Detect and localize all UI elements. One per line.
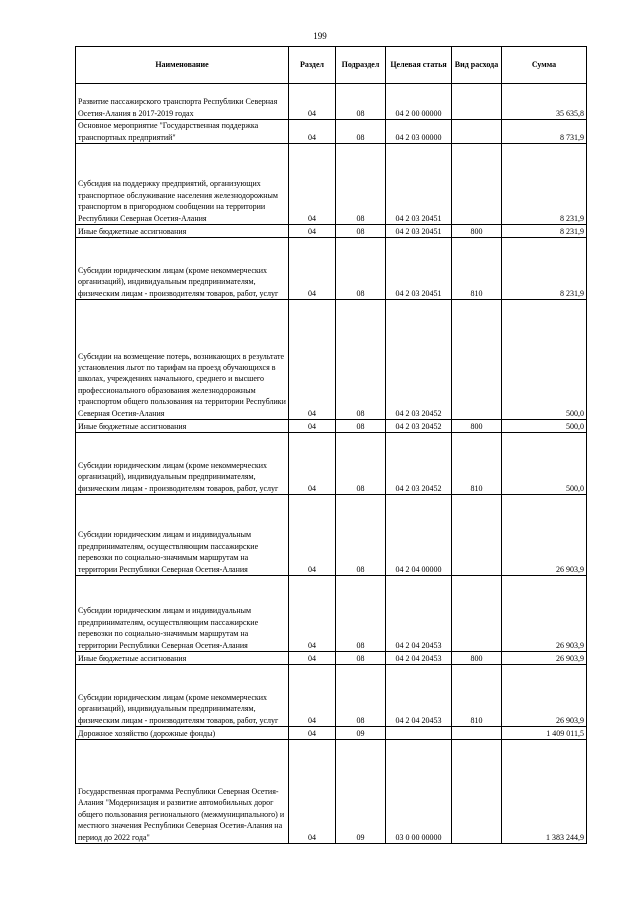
row-amount: 8 731,9 bbox=[502, 120, 587, 144]
row-amount: 26 903,9 bbox=[502, 495, 587, 576]
row-name: Субсидии юридическим лицам и индивидуальным предпринимателям, осуществляющим пассажирские перевозки по социально-значимым маршрутам на территории Республики Северная Осетия-Алания bbox=[76, 576, 289, 652]
table-row bbox=[76, 144, 587, 225]
row-name: Субсидии юридическим лицам (кроме некоммерческих организаций), индивидуальным предпринимателям, физическим лицам - производителям товаров, работ, услуг bbox=[76, 665, 289, 727]
row-expense-type: 800 bbox=[452, 420, 502, 433]
row-section: 04 bbox=[289, 225, 336, 238]
row-subsection: 08 bbox=[336, 144, 386, 225]
row-amount: 500,0 bbox=[502, 300, 587, 420]
table-row bbox=[76, 420, 587, 433]
row-name: Субсидии юридическим лицам и индивидуальным предпринимателям, осуществляющим пассажирские перевозки по социально-значимым маршрутам на территории Республики Северная Осетия-Алания bbox=[76, 495, 289, 576]
row-subsection: 08 bbox=[336, 433, 386, 495]
page-number: 199 bbox=[313, 31, 327, 41]
table-row bbox=[76, 576, 587, 652]
row-section: 04 bbox=[289, 84, 336, 120]
row-target: 04 2 03 20452 bbox=[386, 420, 452, 433]
row-section: 04 bbox=[289, 300, 336, 420]
row-name: Иные бюджетные ассигнования bbox=[76, 225, 289, 238]
row-expense-type bbox=[452, 495, 502, 576]
row-section: 04 bbox=[289, 144, 336, 225]
table-row bbox=[76, 665, 587, 727]
row-expense-type bbox=[452, 84, 502, 120]
row-amount: 8 231,9 bbox=[502, 238, 587, 300]
row-subsection: 08 bbox=[336, 652, 386, 665]
table-header-row bbox=[76, 47, 587, 84]
row-target: 04 2 03 00000 bbox=[386, 120, 452, 144]
table-row bbox=[76, 652, 587, 665]
row-section: 04 bbox=[289, 727, 336, 740]
header-name: Наименование bbox=[76, 47, 289, 84]
row-expense-type: 810 bbox=[452, 238, 502, 300]
row-name: Иные бюджетные ассигнования bbox=[76, 652, 289, 665]
row-section: 04 bbox=[289, 420, 336, 433]
row-amount: 1 409 011,5 bbox=[502, 727, 587, 740]
row-subsection: 08 bbox=[336, 576, 386, 652]
row-name: Субсидии юридическим лицам (кроме некоммерческих организаций), индивидуальным предпринимателям, физическим лицам - производителям товаров, работ, услуг bbox=[76, 238, 289, 300]
row-expense-type bbox=[452, 740, 502, 844]
row-amount: 1 383 244,9 bbox=[502, 740, 587, 844]
row-amount: 26 903,9 bbox=[502, 665, 587, 727]
row-subsection: 08 bbox=[336, 120, 386, 144]
row-amount: 26 903,9 bbox=[502, 652, 587, 665]
row-section: 04 bbox=[289, 652, 336, 665]
row-expense-type bbox=[452, 727, 502, 740]
row-target: 04 2 04 20453 bbox=[386, 652, 452, 665]
table-row bbox=[76, 238, 587, 300]
row-amount: 8 231,9 bbox=[502, 225, 587, 238]
row-section: 04 bbox=[289, 120, 336, 144]
row-amount: 35 635,8 bbox=[502, 84, 587, 120]
header-expense-type: Вид расхода bbox=[452, 47, 502, 84]
row-amount: 500,0 bbox=[502, 433, 587, 495]
row-name: Государственная программа Республики Северная Осетия-Алания "Модернизация и развитие автомобильных дорог общего пользования регионального (межмуниципального) и местного значения Республики Северная Осетия-Алания на период до 2022 года" bbox=[76, 740, 289, 844]
row-subsection: 08 bbox=[336, 495, 386, 576]
row-expense-type: 800 bbox=[452, 225, 502, 238]
table-row bbox=[76, 740, 587, 844]
row-amount: 8 231,9 bbox=[502, 144, 587, 225]
row-target: 04 2 03 20452 bbox=[386, 433, 452, 495]
row-subsection: 08 bbox=[336, 238, 386, 300]
row-expense-type bbox=[452, 120, 502, 144]
row-subsection: 08 bbox=[336, 665, 386, 727]
row-expense-type bbox=[452, 576, 502, 652]
row-section: 04 bbox=[289, 576, 336, 652]
row-name: Субсидии на возмещение потерь, возникающих в результате установления льгот по тарифам на проезд обучающихся в школах, учреждениях начального, среднего и высшего профессионального образования железнодорожным транспортом общего пользования на территории Республики Северная Осетия-Алания bbox=[76, 300, 289, 420]
budget-table bbox=[75, 46, 587, 844]
row-target: 03 0 00 00000 bbox=[386, 740, 452, 844]
row-section: 04 bbox=[289, 740, 336, 844]
row-subsection: 08 bbox=[336, 84, 386, 120]
row-target bbox=[386, 727, 452, 740]
row-section: 04 bbox=[289, 665, 336, 727]
row-target: 04 2 03 20451 bbox=[386, 238, 452, 300]
row-subsection: 09 bbox=[336, 740, 386, 844]
row-target: 04 2 04 00000 bbox=[386, 495, 452, 576]
row-target: 04 2 03 20451 bbox=[386, 225, 452, 238]
row-section: 04 bbox=[289, 433, 336, 495]
row-expense-type: 810 bbox=[452, 665, 502, 727]
row-name: Иные бюджетные ассигнования bbox=[76, 420, 289, 433]
row-section: 04 bbox=[289, 238, 336, 300]
row-name: Основное мероприятие "Государственная поддержка транспортных предприятий" bbox=[76, 120, 289, 144]
table-row bbox=[76, 120, 587, 144]
row-target: 04 2 04 20453 bbox=[386, 576, 452, 652]
header-subsection: Подраздел bbox=[336, 47, 386, 84]
header-section: Раздел bbox=[289, 47, 336, 84]
table-row bbox=[76, 84, 587, 120]
table-row bbox=[76, 300, 587, 420]
row-target: 04 2 00 00000 bbox=[386, 84, 452, 120]
row-amount: 26 903,9 bbox=[502, 576, 587, 652]
table-row bbox=[76, 727, 587, 740]
row-section: 04 bbox=[289, 495, 336, 576]
row-target: 04 2 03 20452 bbox=[386, 300, 452, 420]
row-subsection: 09 bbox=[336, 727, 386, 740]
row-amount: 500,0 bbox=[502, 420, 587, 433]
row-subsection: 08 bbox=[336, 420, 386, 433]
row-subsection: 08 bbox=[336, 300, 386, 420]
row-expense-type: 800 bbox=[452, 652, 502, 665]
row-name: Развитие пассажирского транспорта Республики Северная Осетия-Алания в 2017-2019 годах bbox=[76, 84, 289, 120]
row-expense-type bbox=[452, 144, 502, 225]
table-row bbox=[76, 495, 587, 576]
header-amount: Сумма bbox=[502, 47, 587, 84]
row-target: 04 2 04 20453 bbox=[386, 665, 452, 727]
row-name: Субсидия на поддержку предприятий, организующих транспортное обслуживание населения железнодорожным транспортом в пригородном сообщении на территории Республики Северная Осетия-Алания bbox=[76, 144, 289, 225]
row-name: Субсидии юридическим лицам (кроме некоммерческих организаций), индивидуальным предпринимателям, физическим лицам - производителям товаров, работ, услуг bbox=[76, 433, 289, 495]
row-name: Дорожное хозяйство (дорожные фонды) bbox=[76, 727, 289, 740]
row-expense-type: 810 bbox=[452, 433, 502, 495]
row-target: 04 2 03 20451 bbox=[386, 144, 452, 225]
header-target: Целевая статья bbox=[386, 47, 452, 84]
table-row bbox=[76, 433, 587, 495]
table-row bbox=[76, 225, 587, 238]
row-expense-type bbox=[452, 300, 502, 420]
row-subsection: 08 bbox=[336, 225, 386, 238]
